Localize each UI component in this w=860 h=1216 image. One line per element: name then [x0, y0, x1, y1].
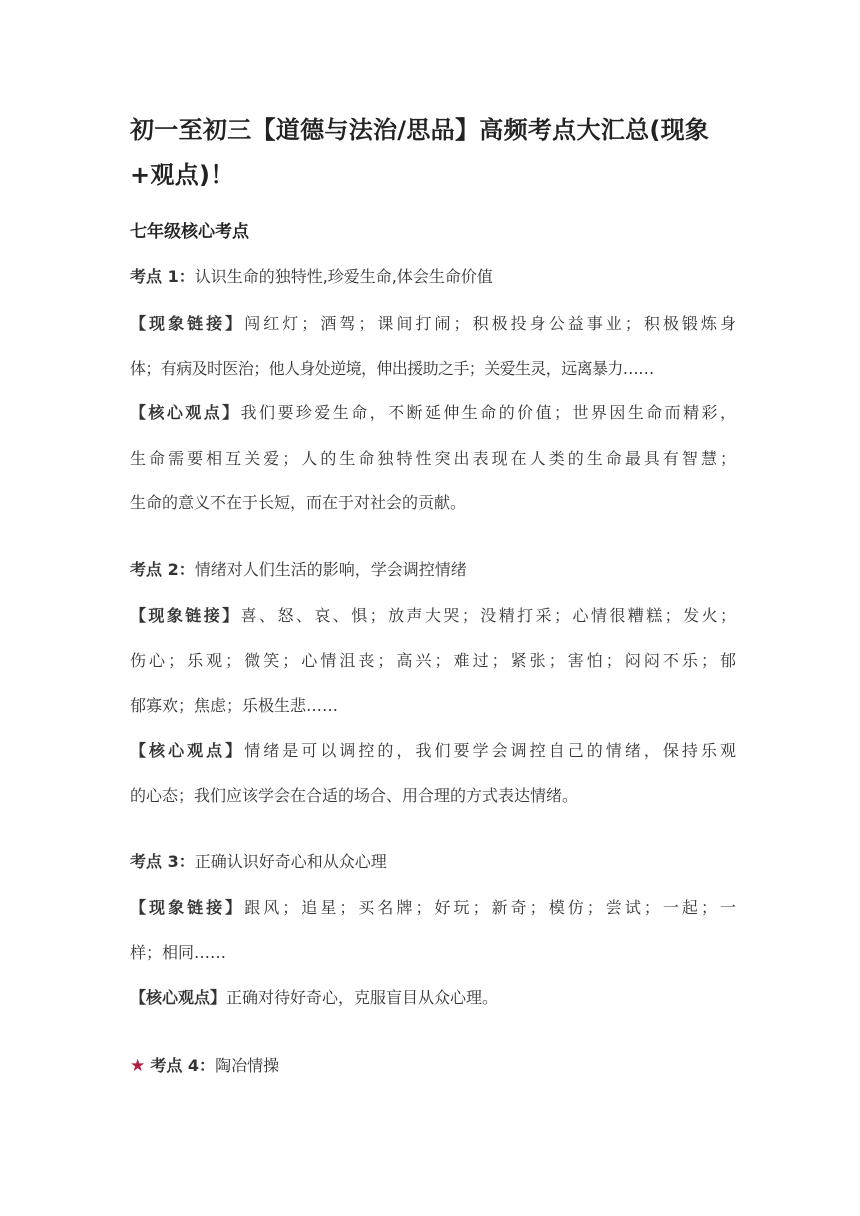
- point-1-phenomenon-line-2: 体；有病及时医治；他人身处逆境，伸出援助之手；关爱生灵，远离暴力……: [130, 359, 654, 378]
- viewpoint-text: 我们要珍爱生命，不断延伸生命的价值；世界因生命而精彩，: [240, 403, 736, 422]
- point-label: 考点 1：: [130, 267, 195, 286]
- point-label: 考点 2：: [130, 560, 195, 579]
- page-title-line-1: 初一至初三【道德与法治/思品】高频考点大汇总(现象: [130, 116, 710, 144]
- phenomenon-text: 跟风；追星；买名牌；好玩；新奇；模仿；尝试；一起；一: [244, 898, 736, 917]
- point-label: 考点 3：: [130, 852, 195, 871]
- point-2-heading: [130, 558, 736, 582]
- phenomenon-text: 喜、怒、哀、惧；放声大哭；没精打采；心情很糟糕；发火；: [240, 606, 736, 625]
- point-2-phenomenon-line-2: 伤心；乐观；微笑；心情沮丧；高兴；难过；紧张；害怕；闷闷不乐；郁: [130, 651, 736, 670]
- point-1-viewpoint-line-3: 生命的意义不在于长短，而在于对社会的贡献。: [130, 493, 467, 512]
- viewpoint-label: 【核心观点】: [130, 741, 245, 760]
- point-1-viewpoint-line-2: 生命需要相互关爱；人的生命独特性突出表现在人类的生命最具有智慧；: [130, 449, 736, 468]
- point-3-viewpoint-line-1: [130, 986, 736, 1010]
- point-label: 考点 4：: [150, 1056, 216, 1075]
- point-2-viewpoint-line-2: 的心态；我们应该学会在合适的场合、用合理的方式表达情绪。: [130, 786, 579, 805]
- point-3-phenomenon-line-1: [130, 896, 736, 920]
- viewpoint-label: 【核心观点】: [130, 988, 227, 1007]
- point-1-heading: [130, 265, 736, 289]
- section-heading: 七年级核心考点: [130, 222, 249, 242]
- point-topic: 陶冶情操: [215, 1056, 280, 1075]
- point-3-phenomenon-line-2: 样；相同……: [130, 943, 227, 962]
- point-4-heading: [130, 1054, 736, 1078]
- viewpoint-text: 正确对待好奇心，克服盲目从众心理。: [226, 988, 499, 1007]
- page-title-line-2: +观点)！: [130, 161, 235, 189]
- star-icon: ★: [130, 1056, 146, 1076]
- point-2-phenomenon-line-3: 郁寡欢；焦虑；乐极生悲……: [130, 696, 339, 715]
- point-2-phenomenon-line-1: [130, 604, 736, 628]
- viewpoint-text: 情绪是可以调控的，我们要学会调控自己的情绪，保持乐观: [244, 741, 736, 760]
- point-2-viewpoint-line-1: [130, 739, 736, 763]
- point-topic: 认识生命的独特性,珍爱生命,体会生命价值: [194, 267, 493, 286]
- phenomenon-label: 【现象链接】: [130, 606, 241, 625]
- phenomenon-label: 【现象链接】: [130, 314, 245, 333]
- point-topic: 正确认识好奇心和从众心理: [194, 852, 387, 871]
- phenomenon-text: 闯红灯；酒驾；课间打闹；积极投身公益事业；积极锻炼身: [244, 314, 736, 333]
- point-1-phenomenon-line-1: [130, 312, 736, 336]
- page-title: [130, 108, 736, 198]
- phenomenon-label: 【现象链接】: [130, 898, 245, 917]
- point-topic: 情绪对人们生活的影响，学会调控情绪: [194, 560, 467, 579]
- point-3-heading: [130, 850, 736, 874]
- point-1-viewpoint-line-1: [130, 401, 736, 425]
- viewpoint-label: 【核心观点】: [130, 403, 241, 422]
